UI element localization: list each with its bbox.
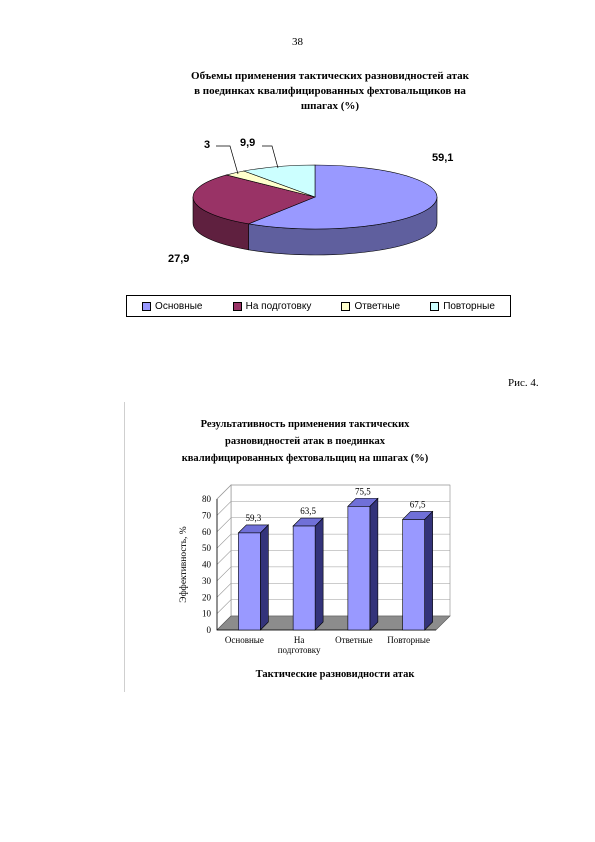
bar-category-label: Основные [224,635,264,645]
pie-title-line: Объемы применения тактических разновидностей атак [191,70,469,82]
pie-title-line: в поединках квалифицированных фехтовальщиков на [194,85,466,97]
bar-data-label: 75,5 [355,486,371,497]
bar-category-label: Ответные [335,635,373,645]
bar-x-axis-label: Тактические разновидности атак [255,669,415,680]
bar-y-tick-label: 70 [202,510,211,521]
bar-4 [403,511,433,630]
bar-y-tick-label: 40 [202,559,211,570]
bar-y-tick-label: 60 [202,526,211,537]
bar-3 [348,498,378,630]
bar-side-face [315,518,323,630]
bar-y-tick-label: 20 [202,592,211,603]
figure-caption: Рис. 4. [508,377,539,389]
bar-front-face [403,519,425,630]
bar-category-label: На [293,635,305,645]
pie-data-label: 27,9 [168,253,190,265]
bar-side-face [370,498,378,630]
pie-data-label: 59,1 [432,152,454,164]
pie-title-line: шпагах (%) [300,100,360,112]
bar-category-label: Повторные [387,635,430,645]
legend-label: Основные [155,300,203,312]
bar-2 [293,518,323,630]
bar-side-face [425,511,433,630]
bar-y-tick-label: 10 [202,608,211,619]
bar-data-label: 59,3 [245,512,262,523]
pie-data-label: 9,9 [240,137,256,149]
pie-data-label: 3 [204,139,211,151]
page-number: 38 [292,36,303,48]
bar-y-tick-label: 80 [202,494,211,504]
bar-side-face [260,525,268,630]
bar-title-line: разновидностей атак в поединках [225,436,385,447]
bar-front-face [348,506,370,630]
legend-label: На подготовку [245,300,312,312]
bar-y-tick-label: 30 [202,575,211,586]
bar-y-tick-label: 0 [206,625,211,635]
legend-label: Повторные [443,300,495,312]
legend-label: Ответные [354,300,401,312]
bar-category-label: подготовку [277,645,321,655]
bar-data-label: 63,5 [300,506,316,517]
bar-1 [238,525,268,630]
bar-title-line: Результативность применения тактических [200,419,410,430]
bar-title-line: квалифицированных фехтовальщиц на шпагах (%) [181,453,429,464]
bar-y-axis-title: Эффективность, % [179,526,189,603]
bar-data-label: 67,5 [409,499,426,510]
bar-y-tick-label: 50 [202,543,211,554]
bar-front-face [238,533,260,630]
bar-front-face [293,526,315,630]
